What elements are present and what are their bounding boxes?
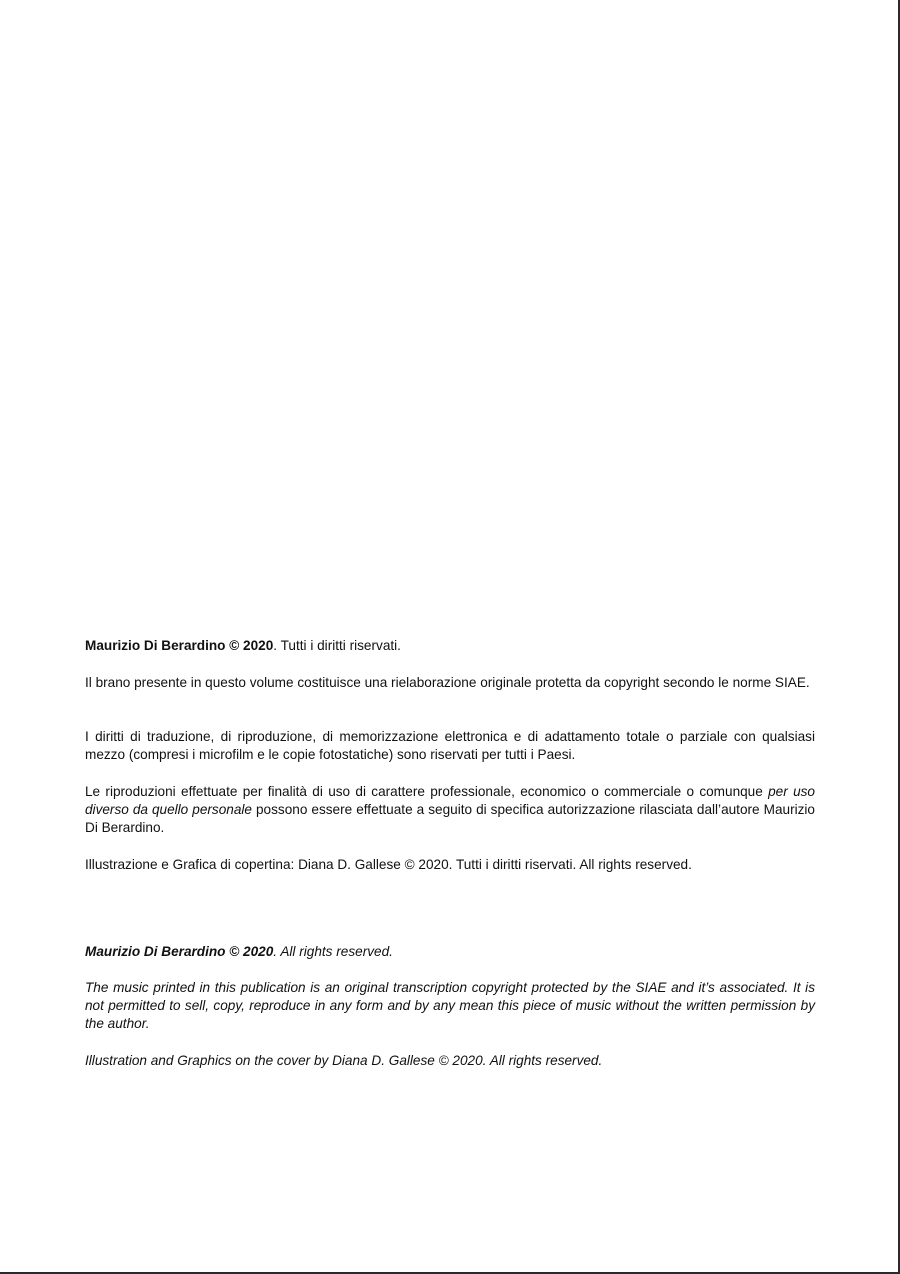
italian-copyright-line bbox=[85, 637, 815, 655]
english-illustration-credit bbox=[85, 1052, 815, 1070]
italian-paragraph-2-text: I diritti di traduzione, di riproduzione, di memorizzazione elettronica e di adattamento totale o parziale con qualsiasi mezzo (compresi i microfilm e le copie fotostatiche) sono riservati per tutti i Paesi. bbox=[85, 729, 815, 762]
italian-copyright-rest: . Tutti i diritti riservati. bbox=[273, 638, 401, 653]
italian-paragraph-3-start: Le riproduzioni effettuate per finalità di uso di carattere professionale, economico o commerciale o comunque bbox=[85, 784, 769, 799]
italian-paragraph-1 bbox=[85, 674, 815, 692]
italian-paragraph-1-text: Il brano presente in questo volume costituisce una rielaborazione originale protetta da copyright secondo le norme SIAE. bbox=[85, 675, 810, 690]
italian-paragraph-3-text bbox=[85, 783, 815, 837]
english-paragraph-1-text: The music printed in this publication is an original transcription copyright protected by the SIAE and it’s associated. It is not permitted to sell, copy, reproduce in any form and by any mean this piece of music without the written permission by the author. bbox=[85, 980, 815, 1031]
italian-illustration-credit bbox=[85, 856, 815, 874]
italian-paragraph-3 bbox=[85, 783, 815, 837]
italian-paragraph-3-end: possono essere effettuate a seguito di specifica autorizzazione rilasciata dall’autore Maurizio Di Berardino. bbox=[85, 802, 815, 835]
english-copyright-author: Maurizio Di Berardino © 2020 bbox=[85, 944, 274, 959]
italian-paragraph-3-italic: per uso diverso da quello personale bbox=[85, 784, 815, 817]
italian-paragraph-2 bbox=[85, 728, 815, 764]
italian-illustration-credit-text: Illustrazione e Grafica di copertina: Diana D. Gallese © 2020. Tutti i diritti riservati. All rights reserved. bbox=[85, 857, 692, 872]
english-copyright-line bbox=[85, 943, 815, 961]
english-illustration-credit-text: Illustration and Graphics on the cover by Diana D. Gallese © 2020. All rights reserved. bbox=[85, 1053, 603, 1068]
italian-copyright-author: Maurizio Di Berardino © 2020 bbox=[85, 638, 274, 653]
english-copyright-rest: . All rights reserved. bbox=[273, 944, 393, 959]
english-paragraph-1 bbox=[85, 979, 815, 1033]
